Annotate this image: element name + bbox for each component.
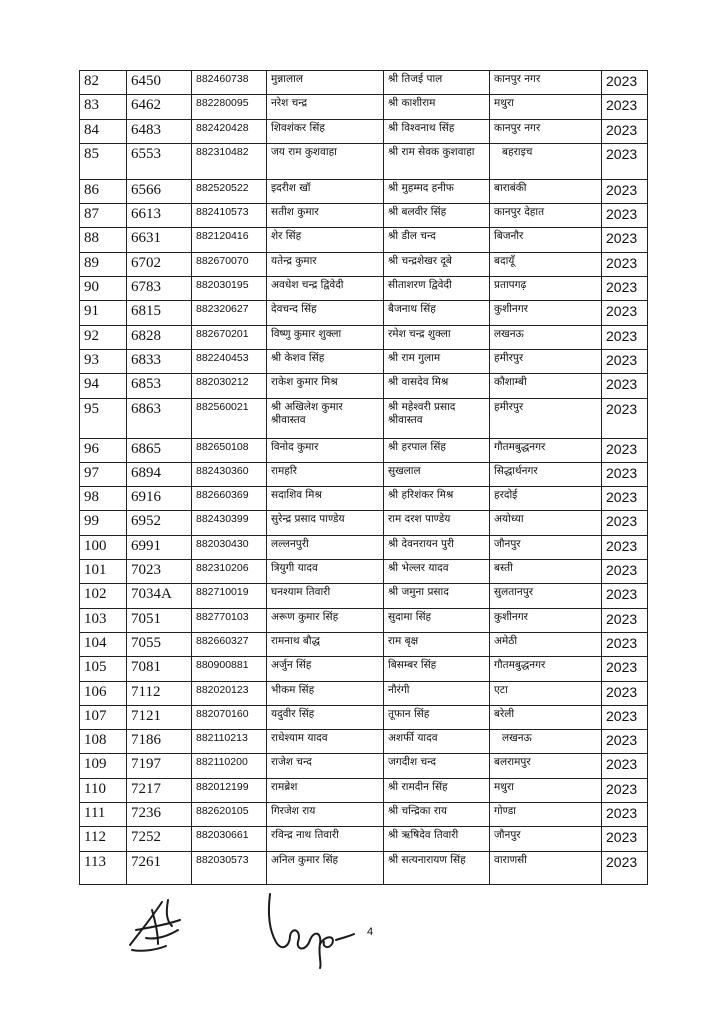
father-name-cell: श्री ऋषिदेव तिवारी: [384, 827, 490, 851]
table-row: [80, 462, 648, 486]
father-name-cell: श्री डील चन्द: [384, 228, 490, 252]
ppo-number-cell: 6853: [127, 374, 192, 398]
table-row: [80, 851, 648, 884]
account-id-cell: 882030430: [192, 535, 267, 559]
serial-number-cell: 98: [80, 487, 127, 511]
serial-number-cell: 89: [80, 252, 127, 276]
name-cell: अनिल कुमार सिंह: [267, 851, 384, 884]
page-number: 4: [367, 926, 374, 938]
serial-number-cell: 90: [80, 277, 127, 301]
name-cell: रामहरि: [267, 462, 384, 486]
father-name-cell: तूफान सिंह: [384, 705, 490, 729]
year-cell: 2023: [602, 438, 648, 462]
table-row: [80, 119, 648, 143]
district-cell: बस्ती: [490, 560, 602, 584]
account-id-cell: 882670201: [192, 325, 267, 349]
ppo-number-cell: 7121: [127, 705, 192, 729]
table-row: [80, 143, 648, 179]
name-cell: सुरेन्द्र प्रसाद पाण्डेय: [267, 511, 384, 535]
table-row: [80, 71, 648, 95]
year-cell: 2023: [602, 325, 648, 349]
serial-number-cell: 105: [80, 657, 127, 681]
ppo-number-cell: 6613: [127, 204, 192, 228]
name-cell: अर्जुन सिंह: [267, 657, 384, 681]
district-cell: सुलतानपुर: [490, 584, 602, 608]
name-cell: विष्णु कुमार शुक्ला: [267, 325, 384, 349]
year-cell: 2023: [602, 119, 648, 143]
serial-number-cell: 87: [80, 204, 127, 228]
year-cell: 2023: [602, 179, 648, 203]
name-cell: यदुवीर सिंह: [267, 705, 384, 729]
serial-number-cell: 108: [80, 730, 127, 754]
year-cell: 2023: [602, 608, 648, 632]
ppo-number-cell: 7261: [127, 851, 192, 884]
account-id-cell: 882070160: [192, 705, 267, 729]
district-cell: लखनऊ: [490, 730, 602, 754]
serial-number-cell: 94: [80, 374, 127, 398]
ppo-number-cell: 6865: [127, 438, 192, 462]
district-cell: बलरामपुर: [490, 754, 602, 778]
year-cell: 2023: [602, 204, 648, 228]
district-cell: जौनपुर: [490, 535, 602, 559]
year-cell: 2023: [602, 632, 648, 656]
account-id-cell: 882710019: [192, 584, 267, 608]
district-cell: हमीरपुर: [490, 349, 602, 373]
account-id-cell: 882660327: [192, 632, 267, 656]
serial-number-cell: 84: [80, 119, 127, 143]
name-cell: राकेश कुमार मिश्र: [267, 374, 384, 398]
year-cell: 2023: [602, 398, 648, 438]
serial-number-cell: 86: [80, 179, 127, 203]
ppo-number-cell: 7112: [127, 681, 192, 705]
table-row: [80, 252, 648, 276]
name-cell: यतेन्द्र कुमार: [267, 252, 384, 276]
name-cell: मुन्नालाल: [267, 71, 384, 95]
ppo-number-cell: 7034A: [127, 584, 192, 608]
table-row: [80, 754, 648, 778]
district-cell: जौनपुर: [490, 827, 602, 851]
name-cell: नरेश चन्द्र: [267, 95, 384, 119]
serial-number-cell: 107: [80, 705, 127, 729]
serial-number-cell: 83: [80, 95, 127, 119]
district-cell: गोण्डा: [490, 803, 602, 827]
table-row: [80, 179, 648, 203]
ppo-number-cell: 6833: [127, 349, 192, 373]
table-row: [80, 325, 648, 349]
table-row: [80, 827, 648, 851]
year-cell: 2023: [602, 584, 648, 608]
father-name-cell: श्री जमुना प्रसाद: [384, 584, 490, 608]
year-cell: 2023: [602, 754, 648, 778]
account-id-cell: 882460738: [192, 71, 267, 95]
father-name-cell: अशर्फी यादव: [384, 730, 490, 754]
year-cell: 2023: [602, 71, 648, 95]
father-name-cell: रमेश चन्द्र शुक्ला: [384, 325, 490, 349]
name-cell: शेर सिंह: [267, 228, 384, 252]
account-id-cell: 882410573: [192, 204, 267, 228]
name-cell: रामब्रेश: [267, 778, 384, 802]
name-cell: इदरीश खॉ: [267, 179, 384, 203]
year-cell: 2023: [602, 681, 648, 705]
ppo-number-cell: 6702: [127, 252, 192, 276]
father-name-cell: बैजनाथ सिंह: [384, 301, 490, 325]
district-cell: हमीरपुर: [490, 398, 602, 438]
table-row: [80, 301, 648, 325]
father-name-cell: श्री भेल्लर यादव: [384, 560, 490, 584]
father-name-cell: श्री वासदेव मिश्र: [384, 374, 490, 398]
year-cell: 2023: [602, 657, 648, 681]
ppo-number-cell: 6991: [127, 535, 192, 559]
father-name-cell: राम बृक्ष: [384, 632, 490, 656]
year-cell: 2023: [602, 228, 648, 252]
table-row: [80, 560, 648, 584]
district-cell: अमेठी: [490, 632, 602, 656]
serial-number-cell: 97: [80, 462, 127, 486]
table-row: [80, 438, 648, 462]
ppo-number-cell: 7252: [127, 827, 192, 851]
account-id-cell: 882560021: [192, 398, 267, 438]
serial-number-cell: 85: [80, 143, 127, 179]
table-row: [80, 681, 648, 705]
name-cell: रामनाथ बौद्ध: [267, 632, 384, 656]
year-cell: 2023: [602, 803, 648, 827]
name-cell: शिवशंकर सिंह: [267, 119, 384, 143]
year-cell: 2023: [602, 95, 648, 119]
ppo-number-cell: 6863: [127, 398, 192, 438]
account-id-cell: 882310206: [192, 560, 267, 584]
district-cell: कानपुर नगर: [490, 119, 602, 143]
father-name-cell: राम दरश पाण्डेय: [384, 511, 490, 535]
father-name-cell: सुखलाल: [384, 462, 490, 486]
year-cell: 2023: [602, 374, 648, 398]
serial-number-cell: 110: [80, 778, 127, 802]
account-id-cell: 882670070: [192, 252, 267, 276]
ppo-number-cell: 7023: [127, 560, 192, 584]
district-cell: कुशीनगर: [490, 301, 602, 325]
serial-number-cell: 99: [80, 511, 127, 535]
serial-number-cell: 102: [80, 584, 127, 608]
name-cell: जय राम कुशवाहा: [267, 143, 384, 179]
father-name-cell: बिसम्बर सिंह: [384, 657, 490, 681]
year-cell: 2023: [602, 730, 648, 754]
name-cell: त्रियुगी यादव: [267, 560, 384, 584]
table-row: [80, 487, 648, 511]
table-row: [80, 608, 648, 632]
father-name-cell: श्री काशीराम: [384, 95, 490, 119]
serial-number-cell: 106: [80, 681, 127, 705]
account-id-cell: 882620105: [192, 803, 267, 827]
year-cell: 2023: [602, 560, 648, 584]
name-cell: देवचन्द सिंह: [267, 301, 384, 325]
table-row: [80, 705, 648, 729]
father-name-cell: श्री हरिशंकर मिश्र: [384, 487, 490, 511]
year-cell: 2023: [602, 487, 648, 511]
account-id-cell: 882012199: [192, 778, 267, 802]
father-name-cell: नौरंगी: [384, 681, 490, 705]
year-cell: 2023: [602, 511, 648, 535]
year-cell: 2023: [602, 535, 648, 559]
serial-number-cell: 111: [80, 803, 127, 827]
district-cell: हरदोई: [490, 487, 602, 511]
year-cell: 2023: [602, 462, 648, 486]
table-row: [80, 657, 648, 681]
name-cell: विनोद कुमार: [267, 438, 384, 462]
district-cell: लखनऊ: [490, 325, 602, 349]
serial-number-cell: 101: [80, 560, 127, 584]
district-cell: बरेली: [490, 705, 602, 729]
serial-number-cell: 112: [80, 827, 127, 851]
name-cell: रविन्द्र नाथ तिवारी: [267, 827, 384, 851]
district-cell: प्रतापगढ़: [490, 277, 602, 301]
account-id-cell: 882660369: [192, 487, 267, 511]
father-name-cell: सुदामा सिंह: [384, 608, 490, 632]
district-cell: बिजनौर: [490, 228, 602, 252]
account-id-cell: 882420428: [192, 119, 267, 143]
name-cell: लल्लनपुरी: [267, 535, 384, 559]
pensioner-table: [79, 70, 648, 885]
father-name-cell: श्री महेश्वरी प्रसाद श्रीवास्तव: [384, 398, 490, 438]
table-row: [80, 204, 648, 228]
year-cell: 2023: [602, 827, 648, 851]
account-id-cell: 882020123: [192, 681, 267, 705]
serial-number-cell: 88: [80, 228, 127, 252]
father-name-cell: श्री चन्द्रशेखर दूबे: [384, 252, 490, 276]
ppo-number-cell: 7081: [127, 657, 192, 681]
district-cell: कानपुर देहात: [490, 204, 602, 228]
ppo-number-cell: 7055: [127, 632, 192, 656]
account-id-cell: 882030195: [192, 277, 267, 301]
account-id-cell: 880900881: [192, 657, 267, 681]
district-cell: मथुरा: [490, 778, 602, 802]
ppo-number-cell: 6828: [127, 325, 192, 349]
district-cell: गौतमबुद्धनगर: [490, 657, 602, 681]
name-cell: राधेश्याम यादव: [267, 730, 384, 754]
account-id-cell: 882430399: [192, 511, 267, 535]
father-name-cell: श्री राम गुलाम: [384, 349, 490, 373]
district-cell: एटा: [490, 681, 602, 705]
father-name-cell: श्री हरपाल सिंह: [384, 438, 490, 462]
name-cell: अरूण कुमार सिंह: [267, 608, 384, 632]
year-cell: 2023: [602, 778, 648, 802]
account-id-cell: 882770103: [192, 608, 267, 632]
serial-number-cell: 93: [80, 349, 127, 373]
signature-left: [122, 890, 192, 960]
table-row: [80, 277, 648, 301]
serial-number-cell: 95: [80, 398, 127, 438]
district-cell: वाराणसी: [490, 851, 602, 884]
father-name-cell: श्री चन्द्रिका राय: [384, 803, 490, 827]
ppo-number-cell: 7236: [127, 803, 192, 827]
year-cell: 2023: [602, 851, 648, 884]
father-name-cell: श्री रामदीन सिंह: [384, 778, 490, 802]
district-cell: मथुरा: [490, 95, 602, 119]
account-id-cell: 882110213: [192, 730, 267, 754]
account-id-cell: 882120416: [192, 228, 267, 252]
ppo-number-cell: 6916: [127, 487, 192, 511]
table-row: [80, 730, 648, 754]
table-row: [80, 95, 648, 119]
district-cell: बाराबंकी: [490, 179, 602, 203]
ppo-number-cell: 6631: [127, 228, 192, 252]
account-id-cell: 882030573: [192, 851, 267, 884]
table-row: [80, 803, 648, 827]
table-row: [80, 632, 648, 656]
name-cell: श्री अखिलेश कुमार श्रीवास्तव: [267, 398, 384, 438]
serial-number-cell: 100: [80, 535, 127, 559]
father-name-cell: श्री राम सेवक कुशवाहा: [384, 143, 490, 179]
father-name-cell: श्री विश्वनाथ सिंह: [384, 119, 490, 143]
father-name-cell: श्री तिजई पाल: [384, 71, 490, 95]
ppo-number-cell: 7197: [127, 754, 192, 778]
year-cell: 2023: [602, 143, 648, 179]
table-row: [80, 778, 648, 802]
serial-number-cell: 96: [80, 438, 127, 462]
serial-number-cell: 113: [80, 851, 127, 884]
serial-number-cell: 104: [80, 632, 127, 656]
name-cell: गिरजेश राय: [267, 803, 384, 827]
account-id-cell: 882240453: [192, 349, 267, 373]
father-name-cell: श्री बलवीर सिंह: [384, 204, 490, 228]
ppo-number-cell: 6783: [127, 277, 192, 301]
account-id-cell: 882030661: [192, 827, 267, 851]
ppo-number-cell: 7186: [127, 730, 192, 754]
year-cell: 2023: [602, 349, 648, 373]
serial-number-cell: 91: [80, 301, 127, 325]
serial-number-cell: 109: [80, 754, 127, 778]
serial-number-cell: 82: [80, 71, 127, 95]
district-cell: बदायूँ: [490, 252, 602, 276]
father-name-cell: श्री देवनरायन पुरी: [384, 535, 490, 559]
district-cell: बहराइच: [490, 143, 602, 179]
district-cell: कुशीनगर: [490, 608, 602, 632]
table-row: [80, 511, 648, 535]
year-cell: 2023: [602, 277, 648, 301]
district-cell: कानपुर नगर: [490, 71, 602, 95]
account-id-cell: 882110200: [192, 754, 267, 778]
name-cell: घनश्याम तिवारी: [267, 584, 384, 608]
account-id-cell: 882030212: [192, 374, 267, 398]
account-id-cell: 882280095: [192, 95, 267, 119]
ppo-number-cell: 6815: [127, 301, 192, 325]
district-cell: सिद्धार्थनगर: [490, 462, 602, 486]
serial-number-cell: 92: [80, 325, 127, 349]
table-row: [80, 535, 648, 559]
father-name-cell: सीताशरण द्विवेदी: [384, 277, 490, 301]
ppo-number-cell: 6566: [127, 179, 192, 203]
ppo-number-cell: 6483: [127, 119, 192, 143]
district-cell: गौतमबुद्धनगर: [490, 438, 602, 462]
ppo-number-cell: 7217: [127, 778, 192, 802]
father-name-cell: श्री सत्यनारायण सिंह: [384, 851, 490, 884]
name-cell: श्री केशव सिंह: [267, 349, 384, 373]
ppo-number-cell: 7051: [127, 608, 192, 632]
account-id-cell: 882310482: [192, 143, 267, 179]
ppo-number-cell: 6462: [127, 95, 192, 119]
ppo-number-cell: 6952: [127, 511, 192, 535]
table-row: [80, 228, 648, 252]
account-id-cell: 882650108: [192, 438, 267, 462]
ppo-number-cell: 6894: [127, 462, 192, 486]
father-name-cell: श्री मुहम्मद हनीफ: [384, 179, 490, 203]
table-row: [80, 374, 648, 398]
father-name-cell: जगदीश चन्द: [384, 754, 490, 778]
table-row: [80, 398, 648, 438]
district-cell: अयोध्या: [490, 511, 602, 535]
district-cell: कौशाम्बी: [490, 374, 602, 398]
account-id-cell: 882320627: [192, 301, 267, 325]
ppo-number-cell: 6553: [127, 143, 192, 179]
year-cell: 2023: [602, 301, 648, 325]
serial-number-cell: 103: [80, 608, 127, 632]
name-cell: सतीश कुमार: [267, 204, 384, 228]
year-cell: 2023: [602, 252, 648, 276]
name-cell: राजेश चन्द: [267, 754, 384, 778]
signature-right: [262, 890, 362, 970]
name-cell: सदाशिव मिश्र: [267, 487, 384, 511]
ppo-number-cell: 6450: [127, 71, 192, 95]
table-row: [80, 584, 648, 608]
account-id-cell: 882430360: [192, 462, 267, 486]
table-row: [80, 349, 648, 373]
name-cell: भीकम सिंह: [267, 681, 384, 705]
name-cell: अवधेश चन्द्र द्विवेदी: [267, 277, 384, 301]
year-cell: 2023: [602, 705, 648, 729]
account-id-cell: 882520522: [192, 179, 267, 203]
